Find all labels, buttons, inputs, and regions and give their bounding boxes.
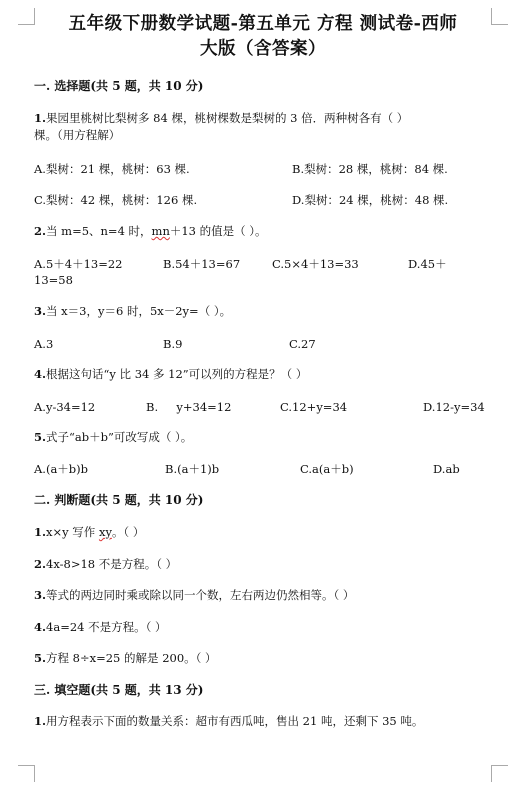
fill-blank-1 — [34, 713, 423, 729]
question-text: 果园里桃树比梨树多 84 棵，桃树棵数是梨树的 3 倍．两种树各有（ ） — [46, 111, 409, 125]
question-2 — [34, 223, 267, 239]
option-b: B. y+34=12 — [146, 400, 232, 414]
question-text: 方程 8÷x=25 的解是 200。（ ） — [46, 651, 217, 665]
judgment-1 — [34, 524, 144, 540]
question-text: 根据这句话“y 比 34 多 12”可以列的方程是？（ ） — [46, 367, 308, 381]
title-line-2: 大版（含答案） — [200, 39, 326, 59]
judgment-4 — [34, 619, 167, 635]
judgment-5 — [34, 650, 217, 666]
option-c: C.12+y=34 — [280, 400, 348, 414]
question-1 — [34, 110, 408, 126]
question-number: 1. — [34, 714, 47, 728]
question-number: 2. — [34, 557, 47, 571]
question-text: x×y 写作 — [46, 525, 99, 539]
option-c: C.梨树：42 棵，桃树：126 棵. — [34, 193, 198, 207]
option-d-continued: 13=58 — [34, 273, 73, 287]
question-number: 5. — [34, 651, 47, 665]
option-b: B.(a＋1)b — [165, 462, 220, 476]
question-number: 2. — [34, 224, 47, 238]
judgment-2 — [34, 556, 177, 572]
corner-mark-bottom-right — [491, 765, 508, 782]
question-number: 4. — [34, 367, 47, 381]
option-d: D.45＋ — [408, 257, 447, 271]
option-b: B.梨树：28 棵，桃树：84 棵. — [292, 162, 448, 176]
question-text: 当 x＝3，y＝6 时，5x－2y=（ ）。 — [46, 304, 232, 318]
question-text: 当 m=5、n=4 时， — [46, 224, 152, 238]
title-line-1: 五年级下册数学试题-第五单元 方程 测试卷-西师 — [68, 14, 458, 34]
corner-mark-bottom-left — [18, 765, 35, 782]
option-b: B.9 — [163, 337, 183, 351]
page-title — [34, 12, 492, 62]
question-number: 5. — [34, 430, 47, 444]
question-4 — [34, 366, 307, 382]
corner-mark-top-right — [491, 8, 508, 25]
question-number: 1. — [34, 111, 47, 125]
option-a: A.(a＋b)b — [34, 462, 89, 476]
question-text: 用方程表示下面的数量关系：超市有西瓜吨，售出 21 吨，还剩下 35 吨。 — [46, 714, 424, 728]
question-number: 3. — [34, 304, 47, 318]
option-c: C.27 — [289, 337, 316, 351]
corner-mark-top-left — [18, 8, 35, 25]
question-5 — [34, 429, 192, 445]
question-number: 4. — [34, 620, 47, 634]
option-d: D.梨树：24 棵，桃树：48 棵. — [292, 193, 449, 207]
judgment-3 — [34, 587, 354, 603]
option-d: D.ab — [433, 462, 460, 476]
option-b: B.54＋13=67 — [163, 257, 241, 271]
question-text: 4a=24 不是方程。（ ） — [46, 620, 167, 634]
question-text: 4x-8>18 不是方程。（ ） — [46, 557, 178, 571]
section-heading-judgment: 二. 判断题(共 5 题，共 10 分) — [34, 493, 204, 507]
question-3 — [34, 303, 231, 319]
option-a: A.y-34=12 — [34, 400, 96, 414]
question-text: 式子“ab＋b”可改写成（ ）。 — [46, 430, 193, 444]
option-c: C.a(a＋b) — [300, 462, 354, 476]
question-number: 1. — [34, 525, 47, 539]
spellcheck-underlined-word: xy — [98, 525, 112, 539]
option-d: D.12-y=34 — [423, 400, 485, 414]
section-heading-fill-blank: 三. 填空题(共 5 题，共 13 分) — [34, 683, 204, 697]
question-1-continued: 棵。（用方程解） — [34, 128, 121, 142]
option-a: A.3 — [34, 337, 54, 351]
section-heading-choice: 一. 选择题(共 5 题，共 10 分) — [34, 79, 204, 93]
option-a: A.梨树：21 棵，桃树：63 棵. — [34, 162, 190, 176]
option-c: C.5×4＋13=33 — [272, 257, 359, 271]
question-number: 3. — [34, 588, 47, 602]
question-text-end: ＋13 的值是（ ）。 — [169, 224, 267, 238]
option-a: A.5＋4＋13=22 — [34, 257, 123, 271]
question-text-end: 。（ ） — [111, 525, 145, 539]
question-text: 等式的两边同时乘或除以同一个数，左右两边仍然相等。（ ） — [46, 588, 355, 602]
spellcheck-underlined-word: mn — [151, 224, 170, 238]
